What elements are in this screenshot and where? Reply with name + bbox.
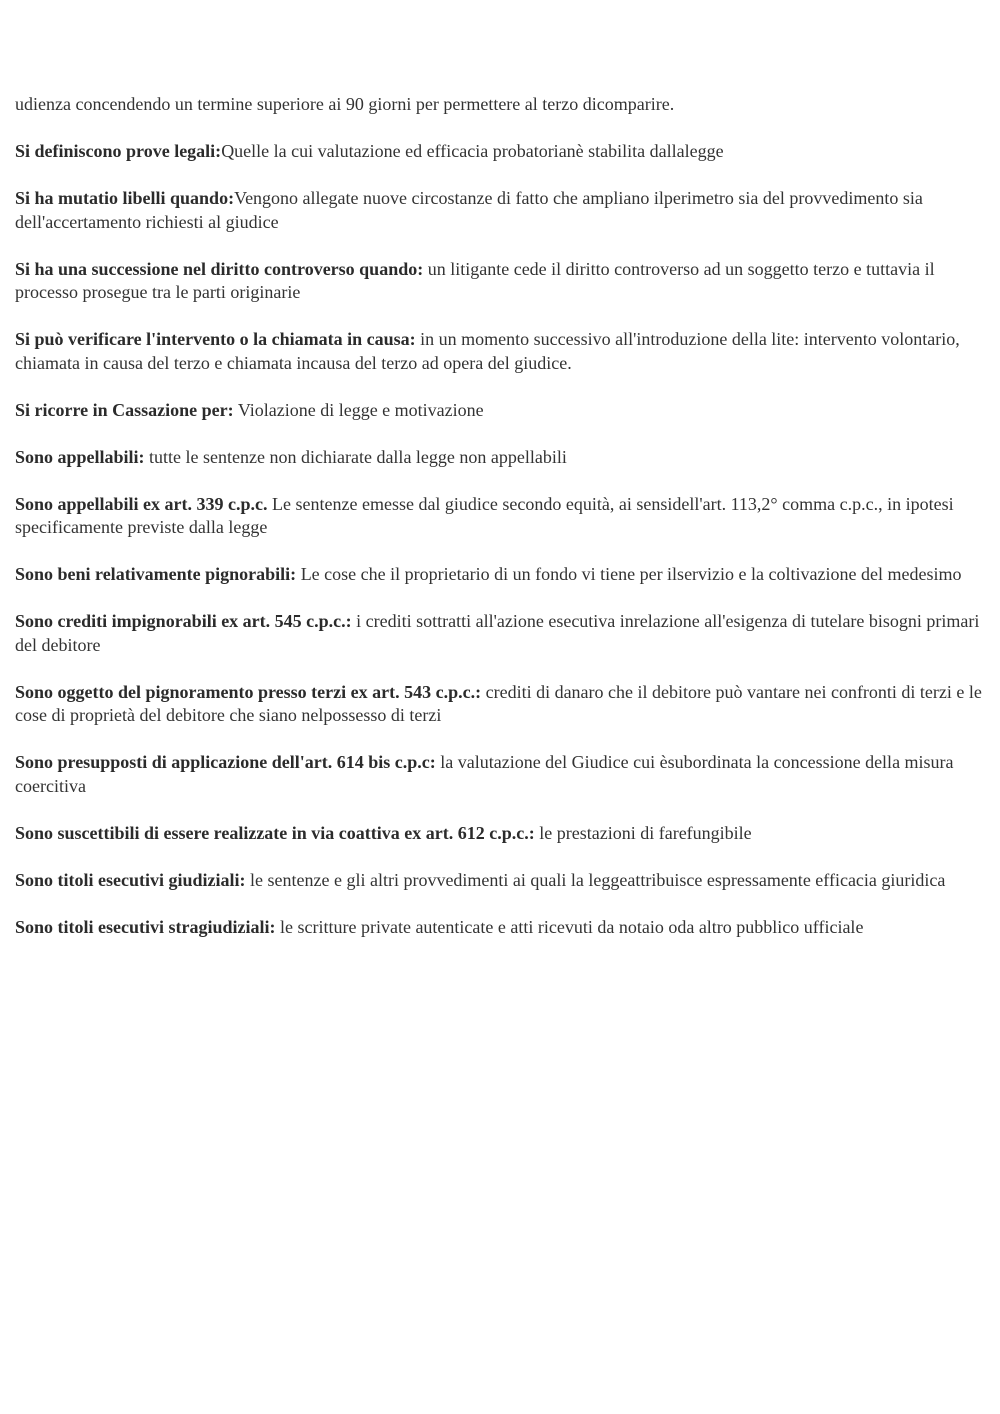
entry-text: Vengono allegate nuove circostanze di fatto che ampliano ilperimetro sia del provvedimento sia dell'accertamento richiesti al giudice — [15, 188, 923, 232]
entry-text: crediti di danaro che il debitore può vantare nei confronti di terzi e le cose di proprietà del debitore che siano nelpossesso di terzi — [15, 681, 982, 725]
entry-term: Si ha una successione nel diritto controverso quando: — [15, 258, 424, 279]
entry-text: un litigante cede il diritto controverso ad un soggetto terzo e tuttavia il processo prosegue tra le parti originarie — [15, 258, 935, 302]
entry-text: Quelle la cui valutazione ed efficacia probatorianè stabilita dallalegge — [221, 141, 724, 161]
entry-presupposti-614bis — [15, 751, 990, 798]
entry-text: udienza concendendo un termine superiore ai 90 giorni per permettere al terzo dicomparire. — [15, 94, 675, 114]
entry-term: Si ha mutatio libelli quando: — [15, 188, 235, 208]
entry-term: Sono presupposti di applicazione dell'art. 614 bis c.p.c: — [15, 752, 436, 772]
entry-titoli-stragiudiziali — [15, 916, 990, 940]
entry-text: tutte le sentenze non dichiarate dalla legge non appellabili — [144, 446, 567, 467]
entry-term: Sono titoli esecutivi giudiziali: — [15, 869, 246, 890]
entry-titoli-giudiziali — [15, 869, 990, 893]
document-page — [15, 93, 990, 963]
entry-beni-pignorabili — [15, 563, 990, 587]
entry-term: Sono appellabili: — [15, 446, 145, 467]
entry-text: Le sentenze emesse dal giudice secondo equità, ai sensidell'art. 113,2° comma c.p.c., in ipotesi specificamente previste dalla legge — [15, 493, 954, 537]
entry-term: Sono beni relativamente pignorabili: — [15, 564, 297, 584]
entry-term: Sono crediti impignorabili ex art. 545 c.p.c.: — [15, 611, 352, 631]
entry-text: le sentenze e gli altri provvedimenti ai quali la leggeattribuisce espressamente efficacia giuridica — [245, 869, 946, 890]
entry-term: Si definiscono prove legali: — [15, 141, 222, 161]
entry-intervento-chiamata — [15, 328, 990, 375]
entry-successione-diritto-controverso — [15, 258, 990, 305]
entry-text: in un momento successivo all'introduzione della lite: intervento volontario, chiamata in causa del terzo e chiamata incausa del terzo ad opera del giudice. — [15, 329, 960, 373]
entry-text: Violazione di legge e motivazione — [233, 399, 484, 420]
entry-text: Le cose che il proprietario di un fondo vi tiene per ilservizio e la coltivazione del medesimo — [296, 564, 962, 584]
entry-coattiva-612 — [15, 822, 990, 846]
entry-term: Si ricorre in Cassazione per: — [15, 399, 234, 420]
entry-continuation — [15, 93, 990, 117]
entry-crediti-impignorabili — [15, 610, 990, 657]
entry-term: Sono titoli esecutivi stragiudiziali: — [15, 916, 276, 937]
entry-text: la valutazione del Giudice cui èsubordinata la concessione della misura coercitiva — [15, 752, 954, 796]
entry-mutatio-libelli — [15, 187, 990, 234]
entry-text: le prestazioni di farefungibile — [534, 822, 752, 843]
entry-term: Sono appellabili ex art. 339 c.p.c. — [15, 493, 268, 514]
entry-text: i crediti sottratti all'azione esecutiva inrelazione all'esigenza di tutelare bisogni primari del debitore — [15, 611, 980, 655]
entry-ricorso-cassazione — [15, 399, 990, 423]
entry-term: Si può verificare l'intervento o la chiamata in causa: — [15, 329, 416, 349]
entry-term: Sono suscettibili di essere realizzate in via coattiva ex art. 612 c.p.c.: — [15, 822, 535, 843]
entry-pignoramento-terzi — [15, 681, 990, 728]
entry-appellabili-339 — [15, 493, 990, 540]
entry-appellabili — [15, 446, 990, 470]
entry-text: le scritture private autenticate e atti ricevuti da notaio oda altro pubblico ufficiale — [275, 916, 864, 937]
entry-term: Sono oggetto del pignoramento presso terzi ex art. 543 c.p.c.: — [15, 681, 482, 702]
entry-prove-legali — [15, 140, 990, 164]
